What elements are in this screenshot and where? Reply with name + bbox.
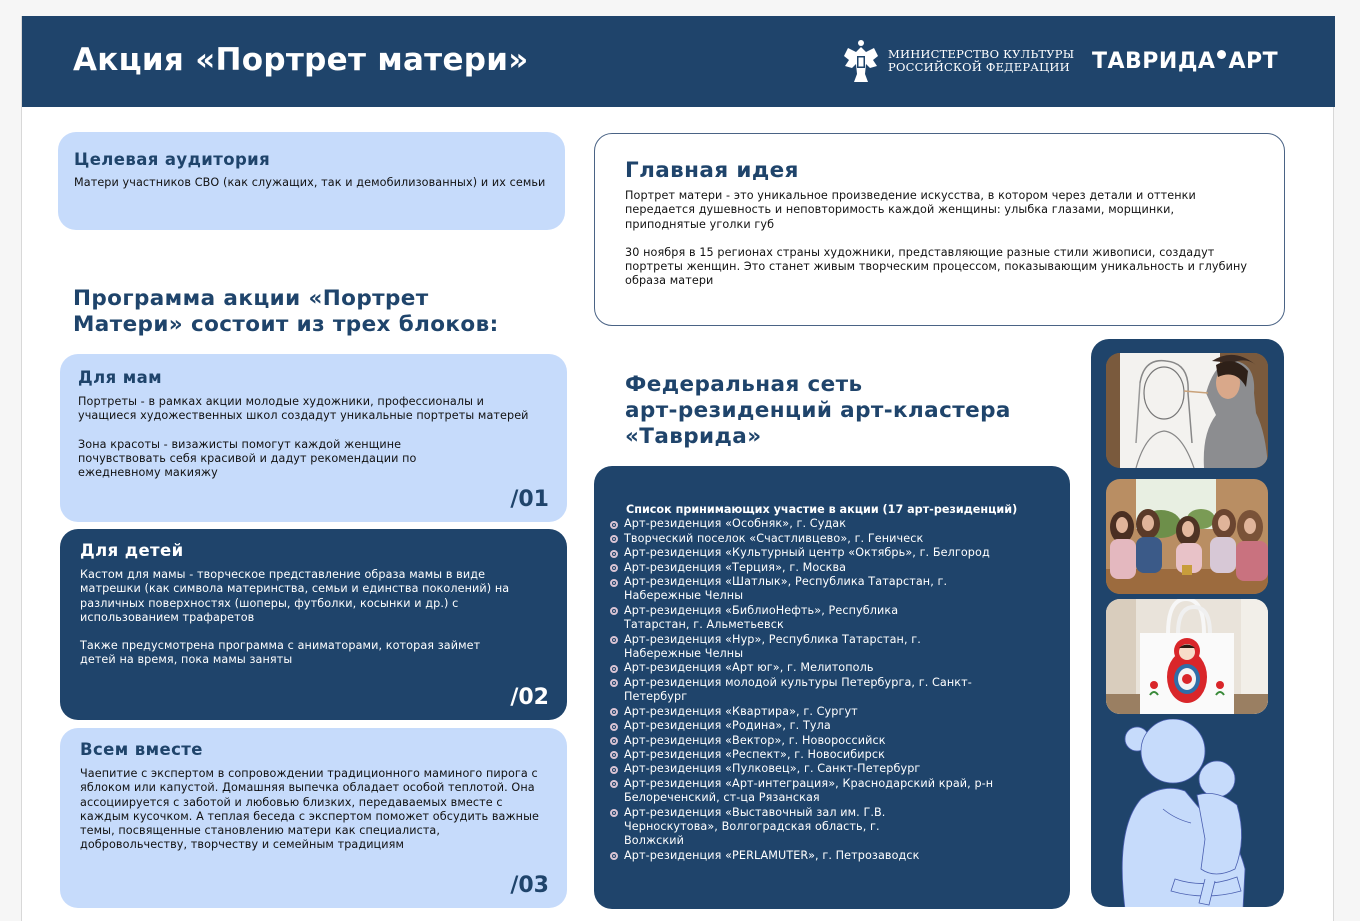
audience-text: Матери участников СВО (как служащих, так и демобилизованных) и их семьи [74, 176, 546, 189]
residency-name: Арт-резиденция «БиблиоНефть», Республика Татарстан, г. Альметьевск [624, 603, 899, 632]
block-title: Для мам [78, 368, 163, 387]
block-number: /01 [510, 487, 549, 512]
tavrida-art-logo [1092, 49, 1278, 74]
residency-item [610, 705, 1050, 719]
residency-item [610, 762, 1050, 776]
residency-item [610, 777, 1050, 806]
bullet-icon [610, 723, 618, 731]
bullet-icon [610, 564, 618, 572]
block-paragraph: Зона красоты - визажисты помогут каждой женщине почувствовать себя красивой и дадут рекомендации по ежедневному макияжу [78, 437, 417, 480]
program-heading-line1: Программа акции «Портрет [73, 286, 429, 311]
residency-item [610, 849, 1050, 863]
program-heading-line2: Матери» состоит из трех блоков: [73, 312, 499, 337]
ministry-name-line2: РОССИЙСКОЙ ФЕДЕРАЦИИ [888, 60, 1070, 74]
block-title: Всем вместе [80, 740, 203, 759]
main-idea-title: Главная идея [625, 158, 799, 183]
page-title: Акция «Портрет матери» [73, 42, 529, 78]
program-block-kids [60, 529, 567, 720]
block-paragraph: Кастом для мамы - творческое представление образа мамы в виде матрешки (как символа материнства, семьи и единства поколений) на различных поверхностях (шоперы, футболки, косынки и др.) с использованием трафаретов [80, 568, 510, 624]
residency-item [610, 546, 1050, 560]
residency-item [610, 748, 1050, 762]
residency-item [610, 633, 1050, 662]
residency-item [610, 719, 1050, 733]
residency-name: Арт-резиденция «Квартира», г. Сургут [624, 704, 858, 718]
bullet-icon [610, 780, 618, 788]
bullet-icon [610, 550, 618, 558]
program-block-together [60, 728, 567, 908]
bullet-icon [610, 521, 618, 529]
residency-item [610, 676, 1050, 705]
residency-name: Арт-резиденция «Респект», г. Новосибирск [624, 747, 885, 761]
network-heading-line1: Федеральная сеть [625, 372, 863, 397]
network-heading [625, 372, 1011, 450]
residency-item [610, 575, 1050, 604]
residency-item [610, 517, 1050, 531]
residency-item [610, 561, 1050, 575]
residency-name: Арт-резиденция «Родина», г. Тула [624, 719, 831, 733]
bullet-icon [610, 708, 618, 716]
bullet-icon [610, 665, 618, 673]
program-block-moms [60, 354, 567, 522]
residency-name: Арт-резиденция «Арт-интеграция», Краснодарский край, р-н Белореченский, ст-ца Рязанская [624, 776, 994, 805]
program-heading [73, 286, 499, 338]
residency-name: Арт-резиденция «Выставочный зал им. Г.В. Черноскутова», Волгоградская область, г. Волжский [624, 805, 886, 848]
residency-list-card [594, 466, 1070, 909]
ministry-name-line1: МИНИСТЕРСТВО КУЛЬТУРЫ [888, 47, 1075, 61]
coat-of-arms-icon [840, 38, 882, 84]
network-heading-line3: «Таврида» [625, 424, 762, 449]
bullet-icon [610, 579, 618, 587]
bullet-icon [610, 852, 618, 860]
residency-item [610, 661, 1050, 675]
main-idea-paragraph-2: 30 ноября в 15 регионах страны художники, представляющие разные стили живописи, создадут портреты женщин. Это станет живым творческим процессом, показывающим уникальность и глубину образа матери [625, 245, 1248, 288]
residency-list [610, 517, 1050, 863]
residency-name: Арт-резиденция «Культурный центр «Октябрь», г. Белгород [624, 546, 990, 560]
block-paragraph: Чаепитие с экспертом в сопровождении традиционного маминого пирога с яблоком или капустой. Домашняя выпечка обладает особой теплотой. Она ассоциируется с заботой и любовью близких, передаваемых вместе с каждым кусочком. А теплая беседа с экспертом поможет обсудить важные темы, посвященные становлению матери как специалиста, добровольчеству, творчеству и семейным традициям [80, 767, 540, 852]
bullet-icon [610, 679, 618, 687]
residency-name: Арт-резиденция молодой культуры Петербурга, г. Санкт-Петербург [624, 675, 972, 704]
audience-card [58, 132, 565, 230]
bullet-icon [610, 751, 618, 759]
residency-name: Арт-резиденция «Арт юг», г. Мелитополь [624, 661, 874, 675]
brand-right: АРТ [1228, 49, 1279, 74]
residency-name: Арт-резиденция «Шатлык», Республика Татарстан, г. Набережные Челны [624, 575, 948, 603]
residency-list-title: Список принимающих участие в акции (17 арт-резиденций) [626, 503, 1018, 516]
network-heading-line2: арт-резиденций арт-кластера [625, 398, 1011, 423]
residency-name: Арт-резиденция «PERLAMUTER», г. Петрозаводск [624, 848, 920, 862]
residency-item [610, 532, 1050, 546]
mother-holding-child-illustration [1105, 719, 1275, 907]
bullet-icon [610, 607, 618, 615]
block-number: /03 [510, 873, 549, 898]
matryoshka-tote-bag-photo [1106, 599, 1268, 714]
residency-item [610, 604, 1050, 633]
residency-item [610, 734, 1050, 748]
main-idea-paragraph-1: Портрет матери - это уникальное произведение искусства, в котором через детали и оттенки передается душевность и неповторимость каждой женщины: улыбка глазами, морщинки, приподнятые уголки губ [625, 189, 1196, 231]
poster-page [21, 16, 1334, 921]
main-idea-card [594, 133, 1285, 326]
brand-left: ТАВРИДА [1092, 49, 1216, 74]
bullet-icon [610, 737, 618, 745]
block-paragraph: Также предусмотрена программа с аниматорами, которая займет детей на время, пока мамы заняты [80, 639, 481, 667]
residency-name: Творческий поселок «Счастливцево», г. Геническ [624, 531, 924, 545]
block-title: Для детей [80, 541, 184, 560]
residency-name: Арт-резиденция «Терция», г. Москва [624, 560, 847, 574]
residency-name: Арт-резиденция «Пулковец», г. Санкт-Петербург [624, 762, 921, 776]
ministry-logo [840, 38, 1074, 84]
bullet-icon [610, 766, 618, 774]
residency-item [610, 806, 1050, 849]
bullet-icon [610, 535, 618, 543]
audience-title: Целевая аудитория [74, 150, 271, 169]
block-paragraph: Портреты - в рамках акции молодые художники, профессионалы и учащиеся художественных школ создадут уникальные портреты матерей [78, 395, 529, 423]
bullet-icon [610, 636, 618, 644]
photo-column [1091, 339, 1284, 907]
block-number: /02 [510, 685, 549, 710]
header-banner [22, 16, 1335, 107]
bullet-icon [610, 809, 618, 817]
residency-name: Арт-резиденция «Вектор», г. Новороссийск [624, 733, 886, 747]
women-at-table-photo [1106, 479, 1268, 594]
residency-name: Арт-резиденция «Нур», Республика Татарстан, г. Набережные Челны [624, 632, 921, 661]
brand-dot-icon [1217, 50, 1226, 59]
residency-name: Арт-резиденция «Особняк», г. Судак [624, 517, 847, 531]
artist-painting-portrait-photo [1106, 353, 1268, 468]
